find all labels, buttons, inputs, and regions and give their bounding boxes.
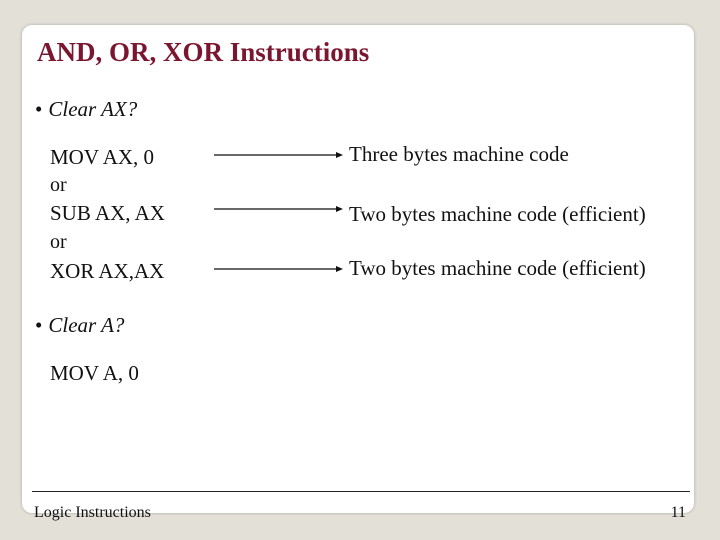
- code-line-or: or: [50, 231, 67, 253]
- bullet-text: Clear AX?: [48, 97, 138, 121]
- description-two-bytes-sub: Two bytes machine code (efficient): [349, 202, 646, 226]
- footer-title: Logic Instructions: [34, 504, 151, 521]
- bullet-text: Clear A?: [48, 313, 125, 337]
- description-three-bytes: Three bytes machine code: [349, 142, 569, 166]
- code-line-mov-ax: MOV AX, 0: [50, 145, 155, 169]
- arrow-icon: [214, 263, 344, 275]
- bullet-clear-ax: [35, 97, 137, 122]
- code-line-or: or: [50, 174, 67, 196]
- bullet-dot: •: [35, 313, 43, 337]
- footer-divider: [32, 491, 690, 492]
- page-number: 11: [670, 504, 686, 521]
- arrow-icon: [214, 149, 344, 161]
- code-line-sub-ax: SUB AX, AX: [50, 201, 165, 225]
- description-two-bytes-xor: Two bytes machine code (efficient): [349, 256, 646, 280]
- bullet-dot: •: [35, 97, 43, 121]
- slide-title: AND, OR, XOR Instructions: [37, 37, 370, 67]
- bullet-clear-a: [35, 313, 124, 338]
- code-line-mov-a: MOV A, 0: [50, 361, 139, 385]
- code-line-xor-ax: XOR AX,AX: [50, 259, 165, 283]
- slide: [22, 25, 694, 521]
- arrow-icon: [214, 203, 344, 215]
